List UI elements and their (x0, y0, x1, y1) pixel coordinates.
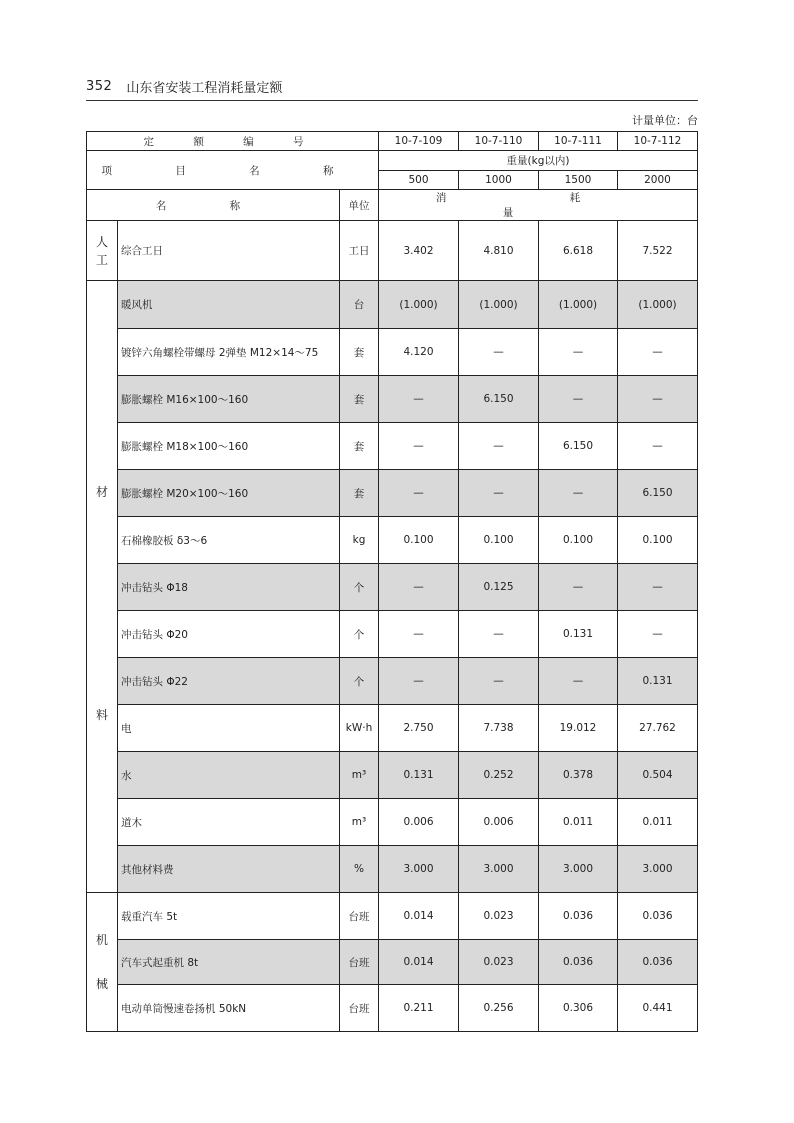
row-value: — (459, 329, 539, 376)
row-value: 3.000 (618, 846, 698, 893)
row-name: 电 (118, 705, 340, 752)
row-unit: 套 (340, 423, 379, 470)
row-unit: 工日 (340, 221, 379, 281)
row-value: 0.036 (618, 893, 698, 940)
row-name: 载重汽车 5t (118, 893, 340, 940)
row-unit: kW·h (340, 705, 379, 752)
material-row (87, 658, 698, 705)
row-value: 19.012 (539, 705, 618, 752)
row-value: 0.504 (618, 752, 698, 799)
item-name-label: 项 目 名 称 (87, 151, 379, 190)
material-row (87, 329, 698, 376)
row-name: 道木 (118, 799, 340, 846)
materials-category (87, 281, 118, 893)
row-value: — (379, 376, 459, 423)
row-value: — (379, 470, 459, 517)
row-value: — (459, 423, 539, 470)
code-cell: 10-7-112 (618, 132, 698, 151)
row-value: — (618, 423, 698, 470)
unit-label: 单位 (340, 190, 379, 221)
row-value: 6.150 (618, 470, 698, 517)
row-value: — (618, 376, 698, 423)
material-row (87, 564, 698, 611)
row-name: 膨胀螺栓 M16×100～160 (118, 376, 340, 423)
row-value: (1.000) (379, 281, 459, 329)
row-value: 0.131 (539, 611, 618, 658)
row-value: 4.810 (459, 221, 539, 281)
row-value: — (539, 376, 618, 423)
row-unit: 个 (340, 564, 379, 611)
material-row (87, 376, 698, 423)
page-header (86, 72, 698, 101)
code-row (87, 132, 698, 151)
row-value: 2.750 (379, 705, 459, 752)
row-value: — (618, 564, 698, 611)
row-value: 0.036 (539, 940, 618, 985)
row-unit: 套 (340, 329, 379, 376)
row-value: 0.100 (379, 517, 459, 564)
row-unit: 个 (340, 611, 379, 658)
row-value: 6.150 (459, 376, 539, 423)
machinery-row (87, 893, 698, 940)
row-value: 3.000 (459, 846, 539, 893)
material-row (87, 611, 698, 658)
weight-cell: 1500 (539, 171, 618, 190)
page-number: 352 (86, 78, 113, 94)
machinery-row (87, 940, 698, 985)
row-value: 0.378 (539, 752, 618, 799)
row-name: 其他材料费 (118, 846, 340, 893)
materials-category-top: 材 (95, 485, 108, 499)
row-name: 电动单筒慢速卷扬机 50kN (118, 985, 340, 1032)
row-value: (1.000) (539, 281, 618, 329)
row-value: 27.762 (618, 705, 698, 752)
machinery-row (87, 985, 698, 1032)
row-value: 0.100 (618, 517, 698, 564)
weight-cell: 2000 (618, 171, 698, 190)
row-unit: kg (340, 517, 379, 564)
row-unit: 个 (340, 658, 379, 705)
row-value: 0.011 (618, 799, 698, 846)
row-value: 7.738 (459, 705, 539, 752)
row-unit: 套 (340, 376, 379, 423)
row-value: 6.150 (539, 423, 618, 470)
unit-note: 计量单位：台 (632, 114, 698, 127)
material-row (87, 705, 698, 752)
row-value: — (459, 470, 539, 517)
row-name: 水 (118, 752, 340, 799)
row-name: 膨胀螺栓 M20×100～160 (118, 470, 340, 517)
name-label: 名 称 (87, 190, 340, 221)
materials-category-bottom: 料 (95, 708, 108, 722)
row-value: 0.131 (618, 658, 698, 705)
row-value: — (539, 470, 618, 517)
weight-cell: 1000 (459, 171, 539, 190)
row-value: 0.014 (379, 940, 459, 985)
code-cell: 10-7-109 (379, 132, 459, 151)
row-name: 综合工日 (118, 221, 340, 281)
labor-row (87, 221, 698, 281)
row-value: 0.036 (618, 940, 698, 985)
material-row (87, 470, 698, 517)
row-value: — (618, 329, 698, 376)
material-row (87, 281, 698, 329)
consumption-label: 消 耗 量 (379, 190, 698, 221)
column-header-row (87, 190, 698, 221)
weight-label: 重量(kg以内) (379, 151, 698, 171)
row-value: 0.441 (618, 985, 698, 1032)
row-unit: m³ (340, 799, 379, 846)
row-name: 汽车式起重机 8t (118, 940, 340, 985)
row-value: 0.023 (459, 940, 539, 985)
row-name: 石棉橡胶板 δ3～6 (118, 517, 340, 564)
row-value: 0.211 (379, 985, 459, 1032)
row-value: 6.618 (539, 221, 618, 281)
row-value: 0.006 (379, 799, 459, 846)
row-value: 0.252 (459, 752, 539, 799)
code-header-label: 定 额 编 号 (87, 132, 379, 151)
row-value: 0.131 (379, 752, 459, 799)
row-value: 0.100 (539, 517, 618, 564)
quota-table (86, 131, 698, 1032)
row-value: 0.011 (539, 799, 618, 846)
row-value: 3.402 (379, 221, 459, 281)
row-value: — (459, 611, 539, 658)
row-unit: 套 (340, 470, 379, 517)
row-value: — (379, 658, 459, 705)
row-value: 0.006 (459, 799, 539, 846)
material-row (87, 799, 698, 846)
row-value: — (539, 658, 618, 705)
row-value: 3.000 (539, 846, 618, 893)
row-value: 0.036 (539, 893, 618, 940)
row-name: 膨胀螺栓 M18×100～160 (118, 423, 340, 470)
row-value: 0.125 (459, 564, 539, 611)
row-value: — (459, 658, 539, 705)
machinery-category: 机械 (87, 893, 118, 1032)
row-value: — (618, 611, 698, 658)
row-value: 0.023 (459, 893, 539, 940)
row-value: — (379, 423, 459, 470)
labor-category: 人工 (87, 221, 118, 281)
row-unit: % (340, 846, 379, 893)
weight-cell: 500 (379, 171, 459, 190)
row-name: 冲击钻头 Φ18 (118, 564, 340, 611)
row-value: (1.000) (618, 281, 698, 329)
row-name: 冲击钻头 Φ20 (118, 611, 340, 658)
row-value: 4.120 (379, 329, 459, 376)
row-value: (1.000) (459, 281, 539, 329)
row-value: 0.306 (539, 985, 618, 1032)
row-unit: 台班 (340, 985, 379, 1032)
row-unit: 台 (340, 281, 379, 329)
row-value: — (379, 564, 459, 611)
code-cell: 10-7-111 (539, 132, 618, 151)
row-value: 0.100 (459, 517, 539, 564)
row-value: 3.000 (379, 846, 459, 893)
row-unit: 台班 (340, 893, 379, 940)
row-value: — (379, 611, 459, 658)
material-row (87, 517, 698, 564)
row-name: 镀锌六角螺栓带螺母 2弹垫 M12×14～75 (118, 329, 340, 376)
row-unit: m³ (340, 752, 379, 799)
row-value: — (539, 329, 618, 376)
book-title: 山东省安装工程消耗量定额 (126, 80, 283, 96)
row-value: 0.014 (379, 893, 459, 940)
row-value: 7.522 (618, 221, 698, 281)
row-value: — (539, 564, 618, 611)
material-row (87, 752, 698, 799)
material-row (87, 846, 698, 893)
code-cell: 10-7-110 (459, 132, 539, 151)
row-name: 冲击钻头 Φ22 (118, 658, 340, 705)
row-value: 0.256 (459, 985, 539, 1032)
row-unit: 台班 (340, 940, 379, 985)
material-row (87, 423, 698, 470)
row-name: 暖风机 (118, 281, 340, 329)
